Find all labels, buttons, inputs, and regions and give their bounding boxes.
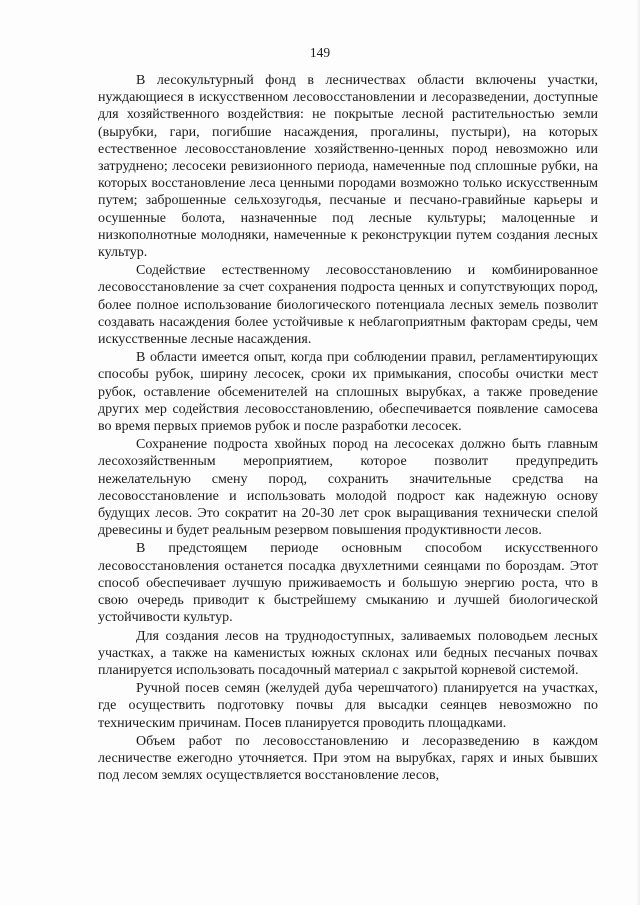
paragraph-regional-experience: В области имеется опыт, когда при соблюдении правил, регламентирующих способы рубок, ширину лесосек, сроки их примыкания, способы очистки мест рубок, оставление обсеменителей на сплошных вырубках, а также проведение других мер содействия лесовосстановлению, обеспечивается появление самосева во время первых приемов рубок и после разработки лесосек. [98, 350, 598, 435]
page-number: 149 [309, 45, 331, 60]
paragraph-natural-regeneration: Содействие естественному лесовосстановлению и комбинированное лесовосстановление за счет сохранения подроста ценных и сопутствующих пород, более полное использование биологического потенциала лесных земель позволит создавать насаждения более устойчивые к неблагоприятным факторам среды, чем искусственные лесные насаждения. [98, 263, 598, 348]
paragraph-undergrowth-preservation: Сохранение подроста хвойных пород на лесосеках должно быть главным лесохозяйственным мероприятием, которое позволит предупредить нежелательную смену пород, сохранить значительные средства на лесовосстановление и использовать молодой подрост как надежную основу будущих лесов. Это сократит на 20-30 лет срок выращивания технически спелой древесины и будет реальным резервом повышения продуктивности лесов. [98, 437, 598, 539]
paragraph-planting-method: В предстоящем периоде основным способом искусственного лесовосстановления останется посадка двухлетними сеянцами по бороздам. Этот способ обеспечивает лучшую приживаемость и большую энергию роста, что в свою очередь приводит к быстрейшему смыканию и лучшей биологической устойчивости культур. [98, 541, 598, 626]
paragraph-forest-fund: В лесокультурный фонд в лесничествах области включены участки, нуждающиеся в искусственном лесовосстановлении и лесоразведении, доступные для хозяйственного воздействия: не покрытые лесной растительностью земли (вырубки, гари, погибшие насаждения, прогалины, пустыри), на которых естественное лесовосстановление хозяйственно-ценных пород невозможно или затруднено; лесосеки ревизионного периода, намеченные под сплошные рубки, на которых восстановление леса ценными породами возможно только искусственным путем; заброшенные сельхозугодья, песчаные и песчано-гравийные карьеры и осушенные болота, назначенные под лесные культуры; малоценные и низкополнотные молодняки, намеченные к реконструкции путем создания лесных культур. [98, 73, 598, 261]
paragraph-annual-volume: Объем работ по лесовосстановлению и лесоразведению в каждом лесничестве ежегодно уточняется. При этом на вырубках, гарях и иных бывших под лесом землях осуществляется восстановление лесов, [98, 733, 598, 784]
page-edge-shadow [636, 0, 640, 905]
paragraph-closed-root-system: Для создания лесов на труднодоступных, заливаемых половодьем лесных участках, а также на каменистых южных склонах или бедных песчаных почвах планируется использовать посадочный материал с закрытой корневой системой. [98, 628, 598, 678]
document-body [98, 72, 598, 785]
paragraph-manual-sowing: Ручной посев семян (желудей дуба черешчатого) планируется на участках, где осуществить подготовку почвы для высадки сеянцев невозможно по техническим причинам. Посев планируется проводить площадками. [98, 681, 598, 731]
